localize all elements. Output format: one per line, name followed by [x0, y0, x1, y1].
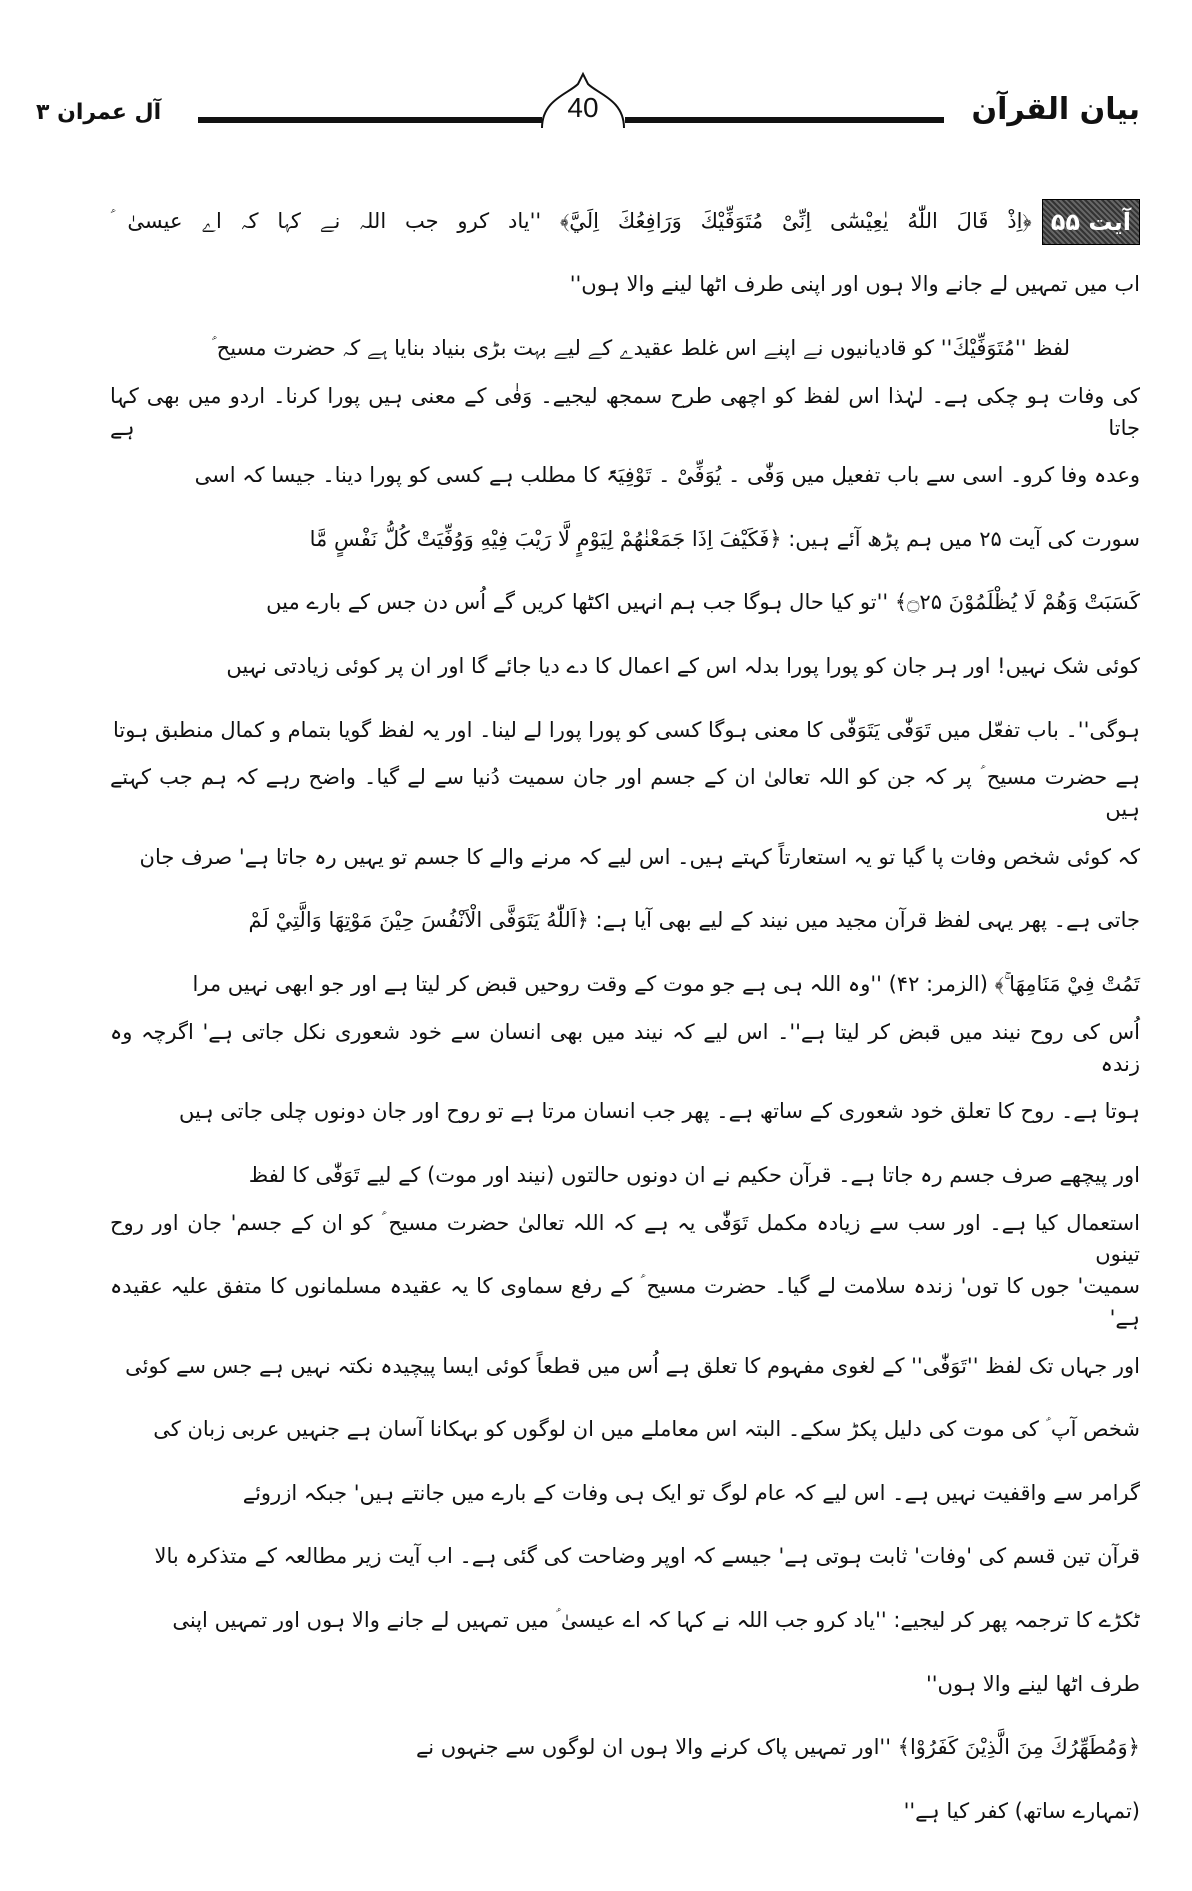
text-line: جاتی ہے۔ پھر یہی لفظ قرآن مجید میں نیند کے لیے بھی آیا ہے: ﴿اَللّٰهُ يَتَوَفَّى الْاَنْفُسَ حِيْنَ مَوْتِهَا وَالَّتِيْ لَمْ: [248, 908, 1140, 933]
text-line: ہوتا ہے۔ روح کا تعلق خود شعوری کے ساتھ ہے۔ پھر جب انسان مرتا ہے تو روح اور جان دونوں چلی جاتی ہیں: [179, 1099, 1140, 1124]
text-line: استعمال کیا ہے۔ اور سب سے زیادہ مکمل تَوَفّٰی یہ ہے کہ اللہ تعالیٰ حضرت مسیح ؑ کو ان کے جسم' جان اور روح تینوں: [110, 1210, 1140, 1267]
surah-name: آل عمران ۳: [36, 100, 162, 125]
text-line: ٹکڑے کا ترجمہ پھر کر لیجیے: ''یاد کرو جب اللہ نے کہا کہ اے عیسیٰ ؑ میں تمہیں لے جانے والا ہوں اور تمہیں اپنی: [172, 1607, 1140, 1632]
text-line: وعدہ وفا کرو۔ اسی سے باب تفعیل میں وَفّٰی ۔ یُوَفِّیْ ۔ تَوْفِیَۃً کا مطلب ہے کسی کو پورا دینا۔ جیسا کہ اسی: [194, 463, 1140, 488]
header-rule-left: [198, 117, 542, 123]
page-number: 40: [567, 92, 599, 123]
text-line: ہے حضرت مسیح ؑ پر کہ جن کو اللہ تعالیٰ ان کے جسم اور جان سمیت دُنیا سے لے گیا۔ واضح رہے کہ ہم جب کہتے ہیں: [110, 765, 1140, 822]
first-line: [110, 190, 1140, 254]
text-line: اور پیچھے صرف جسم رہ جاتا ہے۔ قرآن حکیم نے ان دونوں حالتوں (نیند اور موت) کے لیے تَوَفّٰی کا لفظ: [248, 1162, 1140, 1187]
text-line: لفظ ''مُتَوَفِّيْكَ'' کو قادیانیوں نے اپنے اس غلط عقیدے کے لیے بہت بڑی بنیاد بنایا ہے کہ حضرت مسیح ؑ: [211, 336, 1070, 361]
text-line: اب میں تمہیں لے جانے والا ہوں اور اپنی طرف اٹھا لینے والا ہوں'': [569, 272, 1140, 297]
text-line: اور جہاں تک لفظ ''تَوَفّٰی'' کے لغوی مفہوم کا تعلق ہے اُس میں قطعاً کوئی ایسا پیچیدہ نکتہ نہیں ہے جس سے کوئی: [125, 1353, 1140, 1378]
text-line: شخص آپ ؑ کی موت کی دلیل پکڑ سکے۔ البتہ اس معاملے میں ان لوگوں کو بہکانا آسان ہے جنہیں عربی زبان کی: [153, 1417, 1140, 1442]
text-line: كَسَبَتْ وَھُمْ لَا يُظْلَمُوْنَ ۝۲۵﴾ ''تو کیا حال ہوگا جب ہم انہیں اکٹھا کریں گے اُس دن جس کے بارے میں: [266, 590, 1140, 615]
text-line: کہ کوئی شخص وفات پا گیا تو یہ استعارتاً کہتے ہیں۔ اس لیے کہ مرنے والے کا جسم تو یہیں رہ جاتا ہے' صرف جان: [139, 844, 1140, 869]
text-line: گرامر سے واقفیت نہیں ہے۔ اس لیے کہ عام لوگ تو ایک ہی وفات کے بارے میں جانتے ہیں' جبکہ ازروئے: [242, 1480, 1140, 1505]
text-line: طرف اٹھا لینے والا ہوں'': [926, 1671, 1140, 1696]
header-rule-right: [625, 117, 944, 123]
text-line: قرآن تین قسم کی 'وفات' ثابت ہوتی ہے' جیسے کہ اوپر وضاحت کی گئی ہے۔ اب آیت زیر مطالعہ کے متذکرہ بالا: [154, 1544, 1140, 1569]
text-line: تَمُتْ فِيْ مَنَامِهَا ۚ﴾ (الزمر: ۴۲) ''وہ اللہ ہی ہے جو موت کے وقت روحیں قبض کر لیتا ہے اور جو ابھی نہیں مرا: [192, 972, 1140, 997]
text-line: سورت کی آیت ۲۵ میں ہم پڑھ آئے ہیں: ﴿فَكَيْفَ اِذَا جَمَعْنٰهُمْ لِيَوْمٍ لَّا رَيْبَ فِيْهِ وَوُفِّيَتْ كُلُّ نَفْسٍ مَّا: [309, 526, 1140, 551]
text-line: ہوگی''۔ باب تفعّل میں تَوَفّٰی یَتَوَفّٰی کا معنی ہوگا کسی کو پورا پورا لے لینا۔ اور یہ لفظ گویا بتمام و کمال منطبق ہوتا: [112, 717, 1140, 742]
text-line: (تمہارے ساتھ) کفر کیا ہے'': [903, 1798, 1140, 1823]
first-line-text: ﴿اِذْ قَالَ اللّٰهُ يٰعِيْسٰٓى اِنِّىْ مُتَوَفِّيْكَ وَرَافِعُكَ اِلَيَّ﴾ ''یاد کرو جب اللہ نے کہا کہ اے عیسیٰ ؑ: [110, 208, 1032, 233]
text-line: کی وفات ہو چکی ہے۔ لہٰذا اس لفظ کو اچھی طرح سمجھ لیجیے۔ وَفٰی کے معنی ہیں پورا کرنا۔ اردو میں بھی کہا جاتا ہے: [110, 383, 1140, 440]
text-line: سمیت' جوں کا توں' زندہ سلامت لے گیا۔ حضرت مسیح ؑ کے رفع سماوی کا یہ عقیدہ مسلمانوں کا متفق علیہ عقیدہ ہے': [110, 1274, 1140, 1330]
text-line: ﴿وَمُطَهِّرُكَ مِنَ الَّذِيْنَ كَفَرُوْا﴾ ''اور تمہیں پاک کرنے والا ہوں ان لوگوں سے جنہوں نے: [415, 1735, 1140, 1760]
book-title: بیان القرآن: [971, 92, 1140, 127]
text-line: کوئی شک نہیں! اور ہر جان کو پورا پورا بدلہ اس کے اعمال کا دے دیا جائے گا اور ان پر کوئی زیادتی نہیں: [226, 654, 1140, 679]
page-body: [110, 190, 1140, 1843]
ayah-label: آیت ۵۵: [1042, 199, 1140, 245]
text-line: اُس کی روح نیند میں قبض کر لیتا ہے''۔ اس لیے کہ نیند میں بھی انسان سے خود شعوری نکل جاتی ہے' اگرچہ وہ زندہ: [110, 1019, 1140, 1076]
page-number-frame: [538, 70, 628, 132]
